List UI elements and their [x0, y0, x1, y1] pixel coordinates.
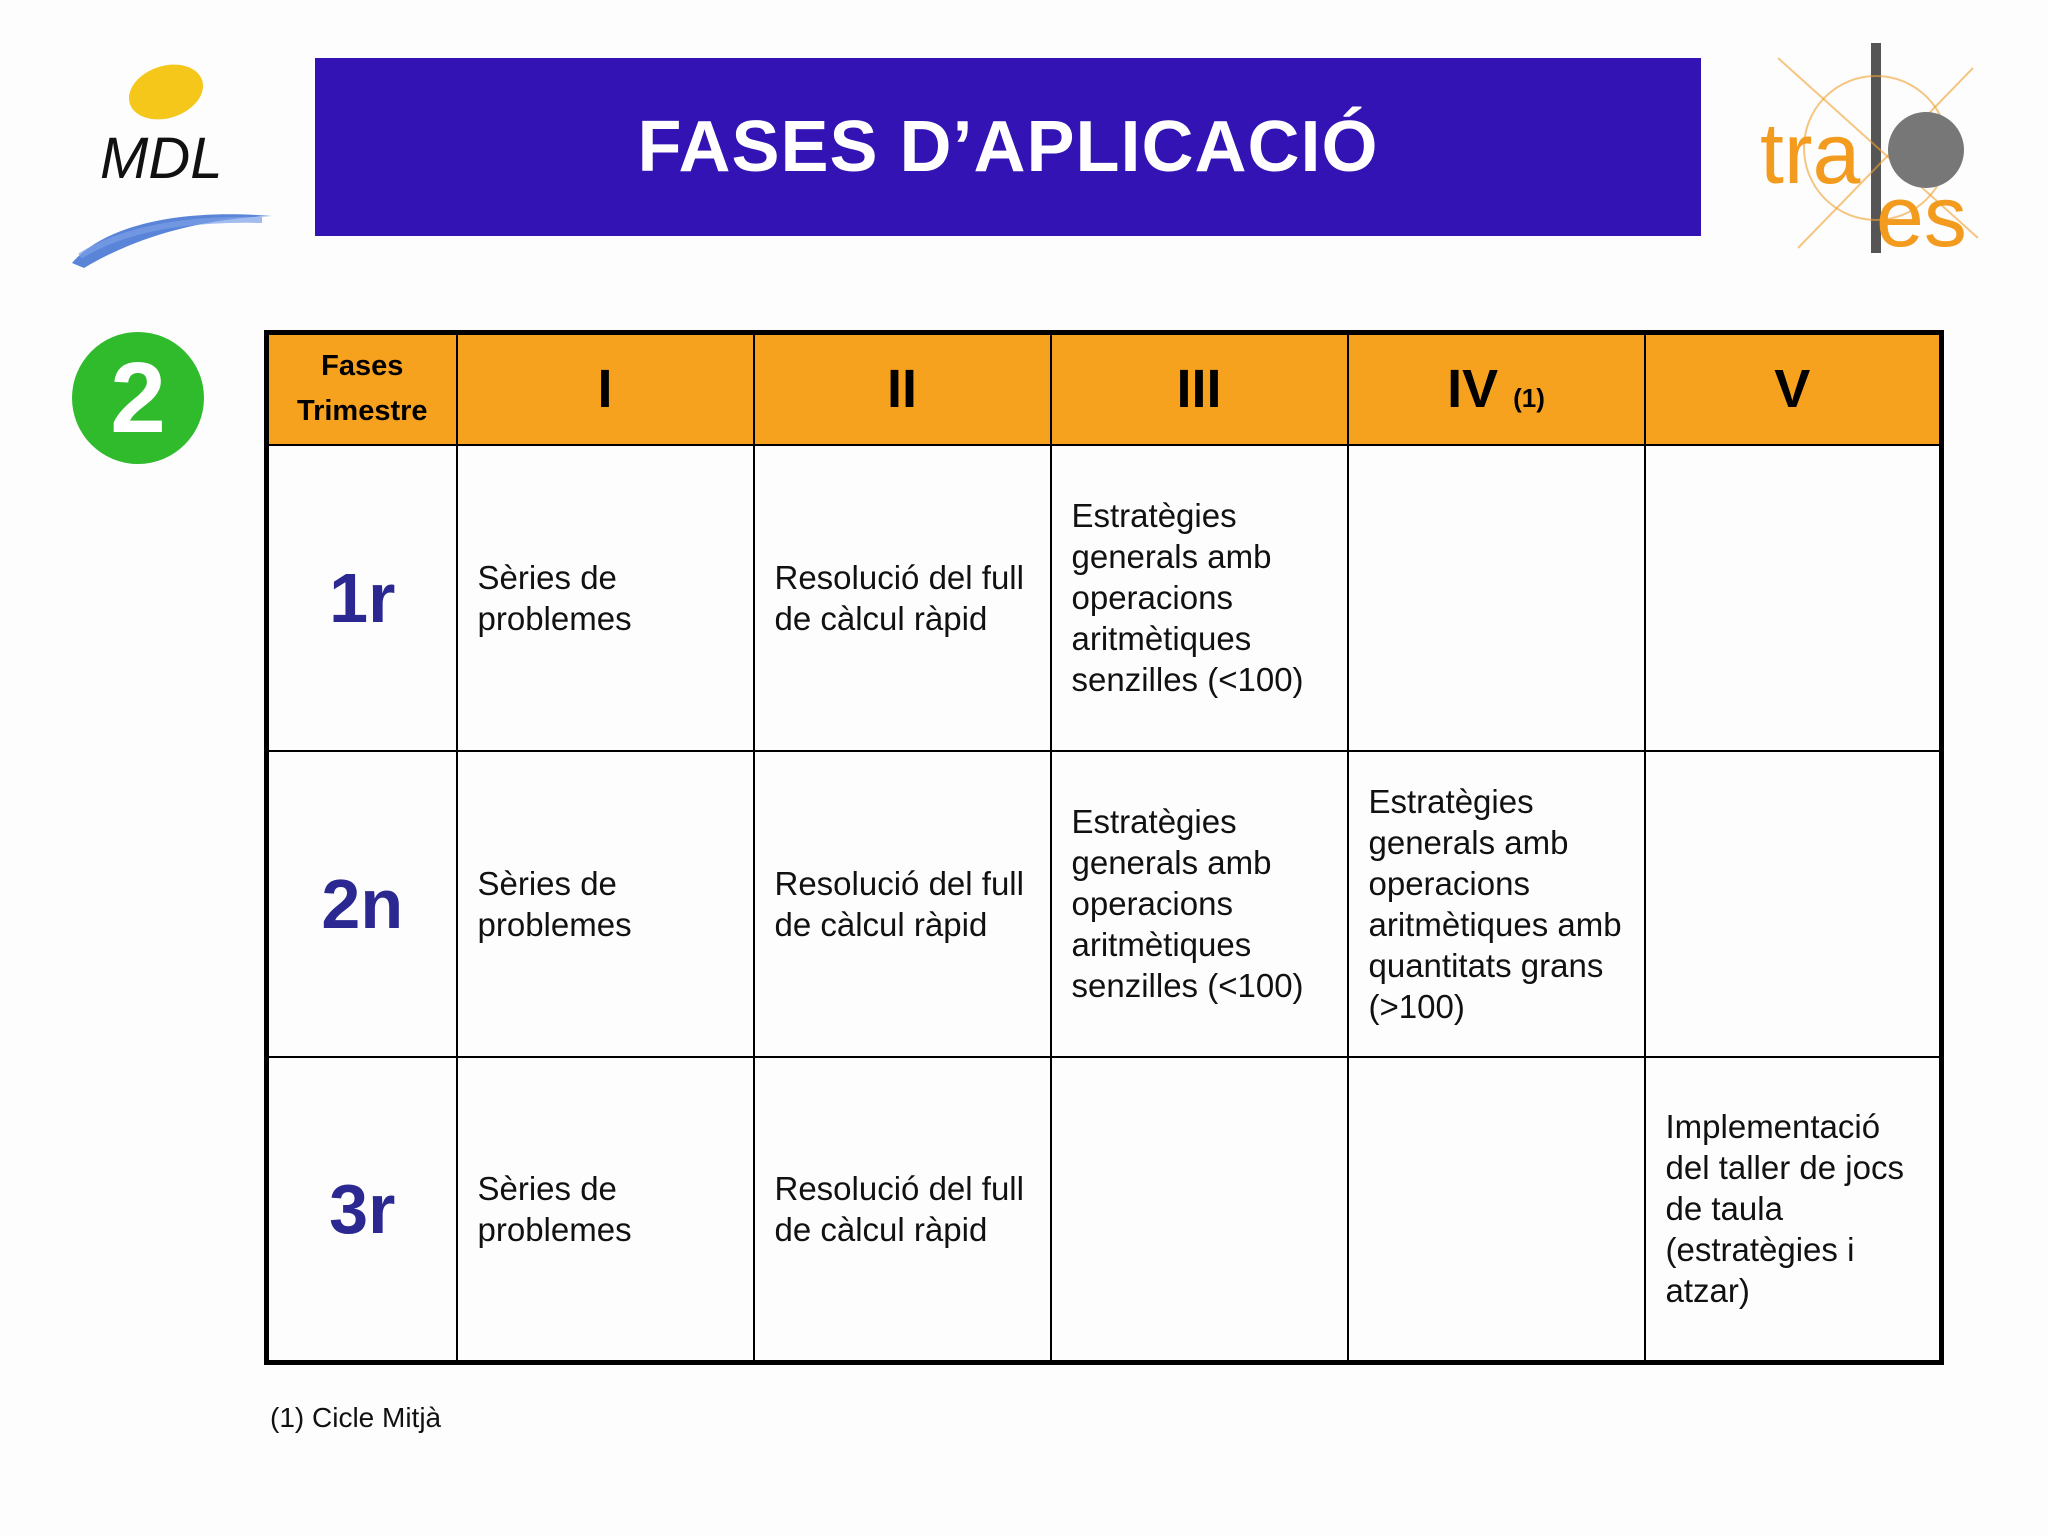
phase-header-3: [1051, 333, 1348, 445]
phase-header-5: [1645, 333, 1942, 445]
phase-header-label: III: [1176, 359, 1222, 420]
corner-label-fases: Fases: [321, 350, 404, 383]
phase-header-label: IV: [1447, 359, 1499, 420]
term-label: 1r: [267, 445, 457, 751]
table-row: [267, 445, 1942, 751]
table-row: [267, 1057, 1942, 1363]
traces-logo-text-bottom: es: [1876, 169, 1967, 263]
traces-logo: [1758, 38, 1998, 263]
traces-logo-text-top: tra: [1760, 106, 1861, 202]
footnote: (1) Cicle Mitjà: [270, 1402, 442, 1433]
phase-header-4: [1348, 333, 1645, 445]
table-cell: [1051, 1057, 1348, 1363]
title-banner: [315, 58, 1701, 236]
table-cell: [1348, 1057, 1645, 1363]
mdl-logo-sun: [122, 58, 210, 128]
table-cell: [1645, 751, 1942, 1057]
table-cell: [1645, 445, 1942, 751]
term-label: 3r: [267, 1057, 457, 1363]
table-cell: [1348, 445, 1645, 751]
table-cell: Sèries de problemes: [457, 445, 754, 751]
table-header-row: [267, 333, 1942, 445]
phase-header-2: [754, 333, 1051, 445]
table-cell: Estratègies generals amb operacions aritmètiques senzilles (<100): [1051, 751, 1348, 1057]
mdl-logo: [62, 58, 287, 278]
table-cell: Resolució del full de càlcul ràpid: [754, 445, 1051, 751]
table-cell: Sèries de problemes: [457, 751, 754, 1057]
phase-footnote-marker: (1): [1513, 383, 1545, 414]
phases-table: [264, 330, 1944, 1365]
table-row: [267, 751, 1942, 1057]
mdl-logo-text: MDL: [100, 126, 223, 191]
table-cell: Estratègies generals amb operacions aritmètiques senzilles (<100): [1051, 445, 1348, 751]
table-cell: Implementació del taller de jocs de taula (estratègies i atzar): [1645, 1057, 1942, 1363]
corner-header: [267, 333, 457, 445]
step-number: 2: [110, 342, 166, 454]
phase-header-label: I: [597, 359, 613, 420]
phase-header-label: V: [1774, 359, 1811, 420]
corner-label-trimestre: Trimestre: [296, 395, 428, 428]
step-badge: [72, 332, 204, 464]
phase-header-label: II: [886, 359, 917, 420]
table-cell: Resolució del full de càlcul ràpid: [754, 1057, 1051, 1363]
table-cell: Sèries de problemes: [457, 1057, 754, 1363]
page-title: FASES D’APLICACIÓ: [637, 107, 1379, 187]
table-cell: Resolució del full de càlcul ràpid: [754, 751, 1051, 1057]
term-label: 2n: [267, 751, 457, 1057]
table-cell: Estratègies generals amb operacions aritmètiques amb quantitats grans (>100): [1348, 751, 1645, 1057]
phase-header-1: [457, 333, 754, 445]
